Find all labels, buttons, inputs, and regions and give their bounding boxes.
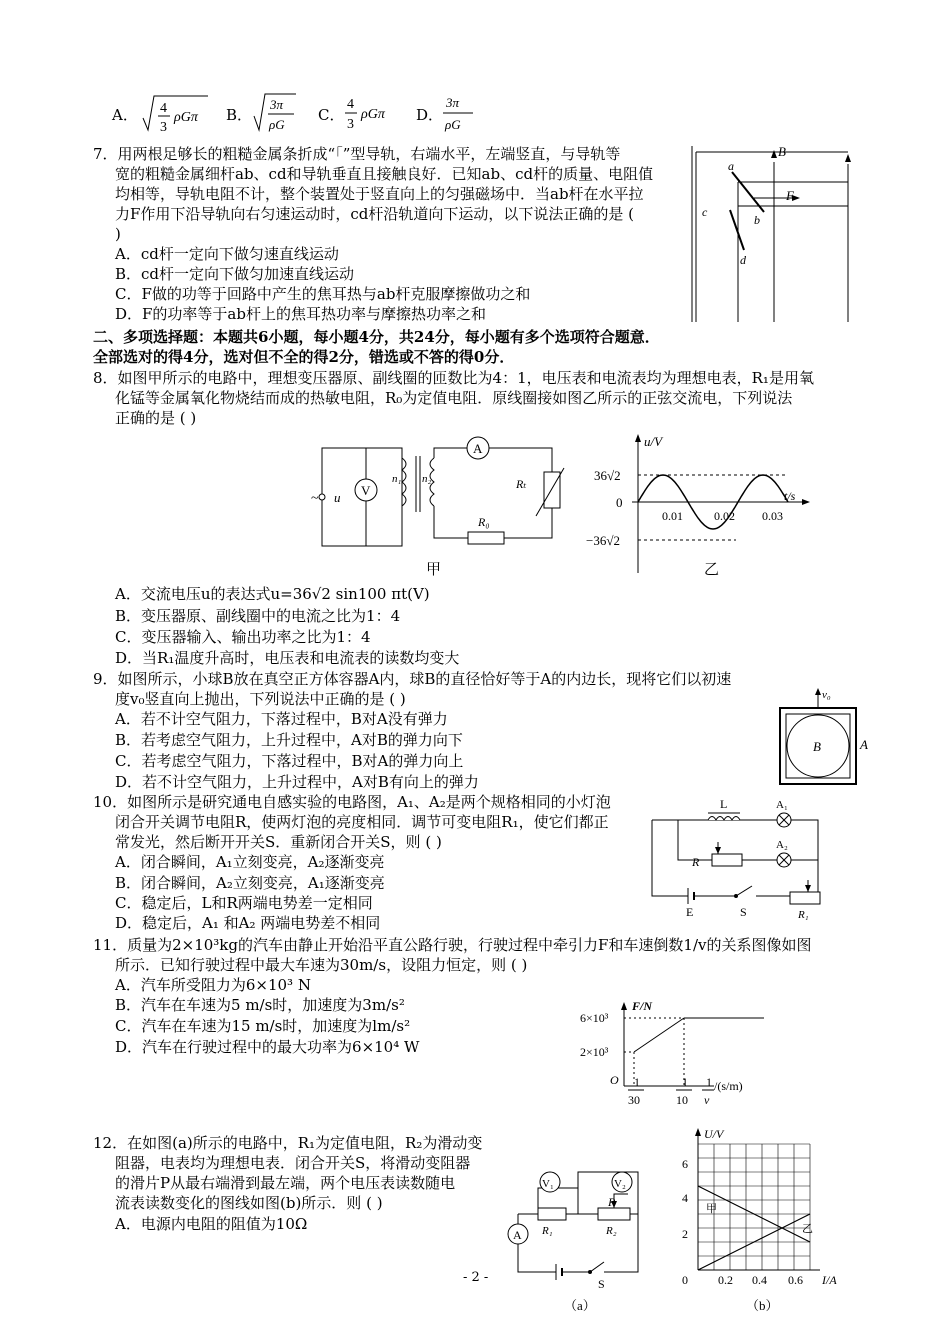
q7-stem-line1: 7．用两根足够长的粗糙金属条折成“「”型导轨，右端水平，左端竖直，与导轨等 <box>93 145 621 163</box>
q12-b-y2: 2 <box>682 1227 688 1241</box>
q11-fig-ylo: 2×10³ <box>580 1045 609 1059</box>
q8-jia-tilde: ~ <box>311 491 319 506</box>
q12-b-y4: 4 <box>682 1191 688 1205</box>
q12-a-R2: R₂ <box>606 1225 617 1237</box>
q12-figure-b-graph <box>670 1124 860 1314</box>
svg-text:ρG: ρG <box>269 117 285 132</box>
q9-stem-line1: 9．如图所示，小球B放在真空正方体容器A内，球B的直径恰好等于A的内边长，现将它们以初速 <box>93 670 732 688</box>
q12-a-A: A <box>513 1228 522 1242</box>
q8-jia-caption: 甲 <box>426 562 442 578</box>
q10-figure-circuit <box>648 796 848 920</box>
q9-option-c: C．若考虑空气阻力，下落过程中，B对A的弹力向上 <box>115 752 464 770</box>
q12-b-x02: 0.2 <box>718 1273 733 1287</box>
q7-fig-label-a: a <box>728 159 734 173</box>
q10-option-d: D．稳定后，A₁ 和A₂ 两端电势差不相同 <box>115 914 381 932</box>
q8-stem-line1: 8．如图甲所示的电路中，理想变压器原、副线圈的匝数比为4：1，电压表和电流表均为理想电表，R₁是用氧 <box>93 369 814 387</box>
section2-heading-line1: 二、多项选择题：本题共6小题，每小题4分，共24分，每小题有多个选项符合题意． <box>93 328 660 346</box>
q7-figure-rail <box>688 142 866 330</box>
q11-fig-x1-den: 30 <box>628 1093 640 1107</box>
svg-text:ρG: ρG <box>445 117 461 132</box>
q7-stem-line5: ) <box>115 225 121 243</box>
q12-b-y6: 6 <box>682 1157 688 1171</box>
q7-fig-label-B: B <box>778 144 786 159</box>
q11-option-c: C．汽车在车速为15 m/s时，加速度为lm/s² <box>115 1017 411 1035</box>
q8-jia-Rt: Rₜ <box>516 477 527 491</box>
q8-jia-n2: n₂ <box>422 473 432 485</box>
svg-text:ρGπ: ρGπ <box>361 107 385 122</box>
q7-option-c: C．F做的功等于回路中产生的焦耳热与ab杆克服摩擦做功之和 <box>115 285 531 303</box>
q12-stem-line2: 阻器，电表均为理想电表．闭合开关S，将滑动变阻器 <box>115 1154 471 1172</box>
q11-option-b: B．汽车在车速为5 m/s时，加速度为3m/s² <box>115 996 405 1014</box>
q8-stem-line3: 正确的是 ( ) <box>115 409 197 427</box>
q8-figure-yi-graph <box>586 428 818 580</box>
svg-text:3π: 3π <box>270 97 284 112</box>
q10-fig-A1: A₁ <box>776 799 788 811</box>
q11-fig-ylabel: F/N <box>632 999 653 1013</box>
q9-stem-line2: 度v₀竖直向上抛出，下列说法中正确的是 ( ) <box>115 690 406 708</box>
q7-option-d: D．F的功率等于ab杆上的焦耳热功率与摩擦热功率之和 <box>115 305 486 323</box>
q10-option-c: C．稳定后，L和R两端电势差一定相同 <box>115 894 373 912</box>
q10-stem-line1: 10．如图所示是研究通电自感实验的电路图，A₁、A₂是两个规格相同的小灯泡 <box>93 793 611 811</box>
q11-stem-line1: 11．质量为2×10³kg的汽车由静止开始沿平直公路行驶，行驶过程中牵引力F和车速倒数1/v的关系图像如图 <box>93 936 812 954</box>
q12-a-V1: V₁ <box>542 1178 554 1190</box>
q8-yi-xlabel: t/s <box>784 489 796 503</box>
q12-stem-line1: 12．在如图(a)所示的电路中，R₁为定值电阻，R₂为滑动变 <box>93 1134 483 1152</box>
q12-b-yi: 乙 <box>802 1223 813 1235</box>
svg-text:4: 4 <box>347 97 354 112</box>
q12-b-caption: （b） <box>746 1298 779 1313</box>
q8-yi-ymax: 36√2 <box>594 468 621 483</box>
q6-option-b-formula <box>252 90 298 136</box>
q11-stem-line2: 所示．已知行驶过程中最大车速为30m/s，设阻力恒定，则 ( ) <box>115 956 528 974</box>
q12-a-caption: （a） <box>564 1298 596 1313</box>
q8-jia-ammeter: A <box>473 441 483 456</box>
q10-fig-S: S <box>740 905 747 919</box>
q7-option-b: B．cd杆一定向下做匀加速直线运动 <box>115 265 355 283</box>
q11-fig-x1-num: 1 <box>634 1075 640 1089</box>
svg-text:3: 3 <box>160 120 167 135</box>
q11-fig-yhi: 6×10³ <box>580 1011 609 1025</box>
q12-b-jia: 甲 <box>706 1203 717 1215</box>
q11-figure-graph <box>570 996 770 1108</box>
q8-option-c: C．变压器输入、输出功率之比为1：4 <box>115 628 371 646</box>
svg-text:3: 3 <box>347 117 354 132</box>
q7-stem-line4: 力F作用下沿导轨向右匀速运动时，cd杆沿轨道向下运动，以下说法正确的是 ( <box>115 205 635 223</box>
q12-option-a: A．电源内电阻的阻值为10Ω <box>115 1215 308 1233</box>
q8-yi-ylabel: u/V <box>644 434 663 449</box>
q7-fig-label-d: d <box>740 253 746 267</box>
svg-text:4: 4 <box>160 101 167 116</box>
q6-option-c-label: C． <box>318 106 345 124</box>
q12-b-x06: 0.6 <box>788 1273 803 1287</box>
q6-option-a-formula <box>140 92 210 138</box>
q10-option-b: B．闭合瞬间，A₂立刻变亮，A₁逐渐变亮 <box>115 874 385 892</box>
q6-option-d-formula <box>442 92 476 136</box>
q8-yi-tick2: 0.02 <box>714 509 735 523</box>
q10-stem-line2: 闭合开关调节电阻R，使两灯泡的亮度相同．调节可变电阻R₁，使它们都正 <box>115 813 609 831</box>
q7-stem-line2: 宽的粗糙金属细杆ab、cd和导轨垂直且接触良好．已知ab、cd杆的质量、电阻值 <box>115 165 654 183</box>
svg-text:3π: 3π <box>446 95 460 110</box>
q11-option-d: D．汽车在行驶过程中的最大功率为6×10⁴ W <box>115 1038 420 1056</box>
q12-b-xlabel: I/A <box>822 1273 837 1287</box>
q12-b-x04: 0.4 <box>752 1273 767 1287</box>
q8-option-a: A．交流电压u的表达式u=36√2 sin100 πt(V) <box>115 585 430 603</box>
q8-yi-caption: 乙 <box>704 562 720 578</box>
q9-option-d: D．若不计空气阻力，上升过程中，A对B有向上的弹力 <box>115 773 479 791</box>
q11-fig-xlabel-den: v <box>704 1093 710 1107</box>
page-number: - 2 - <box>463 1270 489 1285</box>
q7-fig-label-b: b <box>754 213 760 227</box>
q9-fig-v0: v₀ <box>822 689 831 701</box>
q9-option-b: B．若考虑空气阻力，上升过程中，A对B的弹力向下 <box>115 731 463 749</box>
q7-stem-line3: 均相等，导轨电阻不计，整个装置处于竖直向上的匀强磁场中．当ab杆在水平拉 <box>115 185 644 203</box>
q10-fig-R: R <box>692 855 700 869</box>
q8-option-d: D．当R₁温度升高时，电压表和电流表的读数均变大 <box>115 649 460 667</box>
q11-fig-x2-den: 10 <box>676 1093 688 1107</box>
q11-fig-xlabel-num: 1 <box>706 1075 712 1089</box>
q8-jia-u: u <box>334 490 341 505</box>
q6-option-c-formula <box>344 92 404 136</box>
q12-stem-line3: 的滑片P从最右端滑到最左端，两个电压表读数随电 <box>115 1174 456 1192</box>
q9-figure-container <box>772 686 872 796</box>
q12-a-R1: R₁ <box>542 1225 553 1237</box>
q10-fig-A2: A₂ <box>776 839 788 851</box>
q12-figure-a-circuit <box>498 1162 658 1314</box>
q8-yi-ymin: −36√2 <box>586 533 620 548</box>
q10-fig-E: E <box>686 905 694 919</box>
q6-option-a-label: A． <box>112 106 138 124</box>
q12-a-V2: V₂ <box>614 1178 626 1190</box>
q9-fig-B: B <box>813 739 821 754</box>
q12-stem-line4: 流表读数变化的图线如图(b)所示．则 ( ) <box>115 1194 383 1212</box>
q8-yi-zero: 0 <box>616 495 623 510</box>
q10-option-a: A．闭合瞬间，A₁立刻变亮，A₂逐渐变亮 <box>115 853 385 871</box>
q8-jia-R0: R₀ <box>478 515 490 529</box>
q8-figure-jia-circuit <box>308 428 570 580</box>
q11-fig-origin: O <box>610 1073 619 1087</box>
q7-option-a: A．cd杆一定向下做匀速直线运动 <box>115 245 339 263</box>
section2-heading-line2: 全部选对的得4分，选对但不全的得2分，错选或不答的得0分． <box>93 348 515 366</box>
q6-option-b-label: B． <box>226 106 253 124</box>
q12-b-ylabel: U/V <box>704 1127 724 1141</box>
q10-stem-line3: 常发光，然后断开开关S．重新闭合开关S，则 ( ) <box>115 833 442 851</box>
q8-yi-tick3: 0.03 <box>762 509 783 523</box>
q7-fig-label-F: F <box>786 188 794 203</box>
q9-fig-A: A <box>860 737 868 752</box>
q9-option-a: A．若不计空气阻力，下落过程中，B对A没有弹力 <box>115 710 448 728</box>
q12-a-S: S <box>598 1277 605 1291</box>
q11-fig-xunit: /(s/m) <box>714 1079 743 1093</box>
q11-option-a: A．汽车所受阻力为6×10³ N <box>115 976 311 994</box>
q8-jia-n1: n₁ <box>392 473 402 485</box>
q6-option-d-label: D． <box>416 106 444 124</box>
q7-fig-label-c: c <box>702 205 708 219</box>
q10-fig-L: L <box>720 797 728 811</box>
q11-fig-x2-num: 1 <box>682 1075 688 1089</box>
q10-fig-R1: R₁ <box>798 909 809 920</box>
q8-jia-voltmeter: V <box>361 483 371 498</box>
q12-a-P: P <box>608 1195 616 1209</box>
q8-yi-tick1: 0.01 <box>662 509 683 523</box>
q8-option-b: B．变压器原、副线圈中的电流之比为1：4 <box>115 607 401 625</box>
q12-b-x0: 0 <box>682 1273 688 1287</box>
q8-stem-line2: 化锰等金属氧化物烧结而成的热敏电阻，R₀为定值电阻．原线圈接如图乙所示的正弦交流电，下列说法 <box>115 389 793 407</box>
svg-text:ρGπ: ρGπ <box>174 110 198 125</box>
